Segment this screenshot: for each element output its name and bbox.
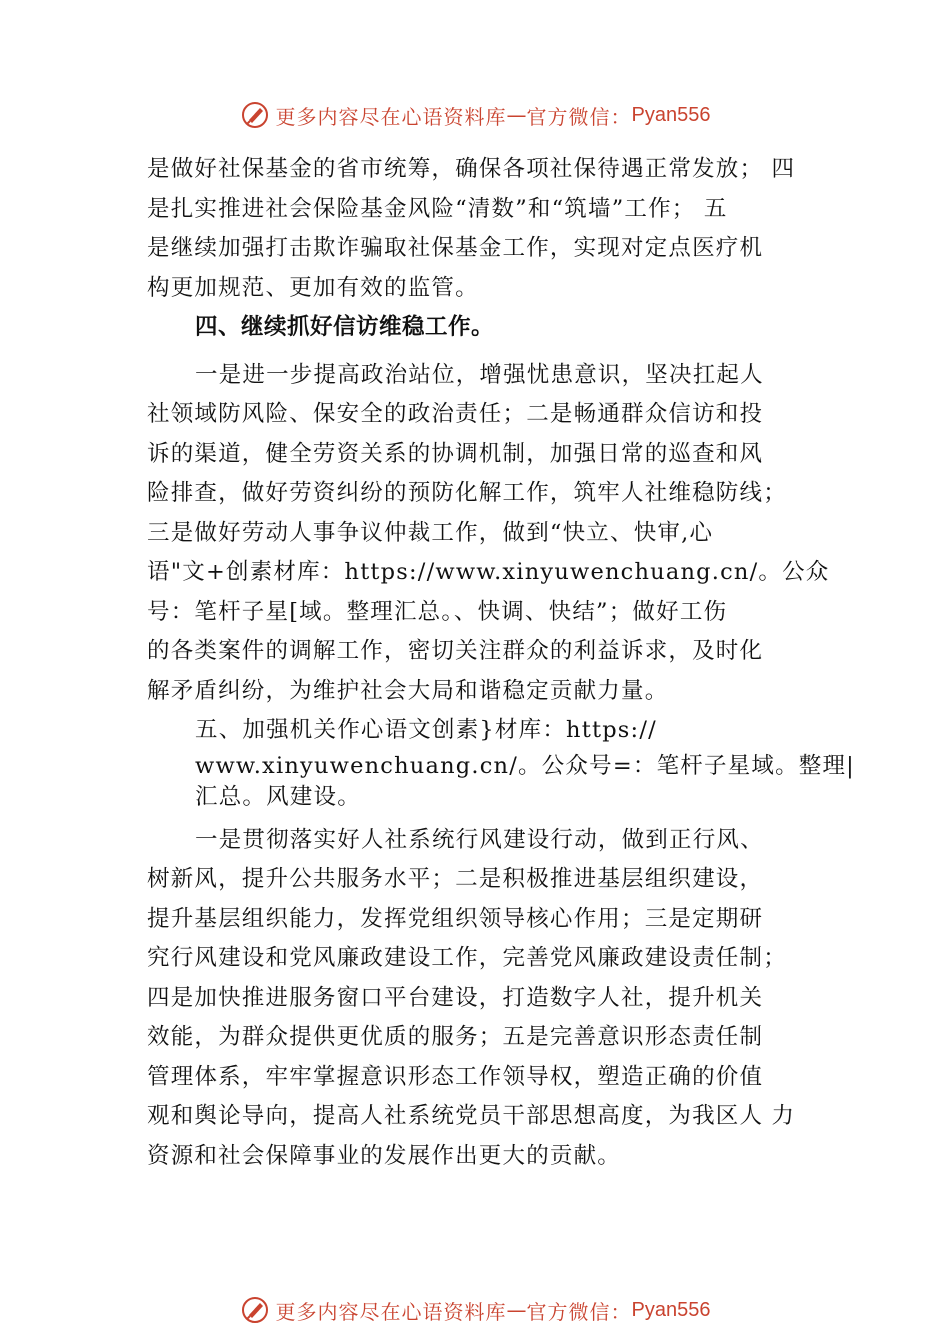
paragraph-line: 究行风建设和党风廉政建设工作，完善党风廉政建设责任制；	[147, 945, 787, 971]
banner-wechat-label: 官方微信：	[526, 1299, 632, 1324]
paragraph-line: 树新风，提升公共服务水平；二是积极推进基层组织建设，	[147, 866, 764, 892]
paragraph-line: 四是加快推进服务窗口平台建设，打造数字人社，提升机关	[147, 984, 764, 1011]
paragraph-line: 解矛盾纠纷，为维护社会大局和谐稳定贡献力量。	[147, 677, 669, 704]
banner-separator: —	[506, 1298, 527, 1322]
footer-watermark-banner	[0, 1290, 950, 1330]
paragraph-line: 效能，为群众提供更优质的服务；五是完善意识形态责任制	[147, 1024, 764, 1050]
paragraph-line: 资源和社会保障事业的发展作出更大的贡献。	[147, 1142, 622, 1169]
brand-logo-icon	[240, 1295, 270, 1325]
paragraph-line: 提升基层组织能力，发挥党组织领导核心作用；三是定期研	[147, 905, 764, 932]
paragraph-line: 观和舆论导向，提高人社系统党员干部思想高度，为我区人 力	[147, 1103, 796, 1129]
paragraph-line: 三是做好劳动人事争议仲裁工作，做到“快立、快审,心	[147, 519, 714, 546]
paragraph-line: 构更加规范、更加有效的监管。	[147, 274, 479, 301]
paragraph-line: 社领域防风险、保安全的政治责任；二是畅通群众信访和投	[147, 401, 764, 427]
paragraph-line: 语"文+创素材库：https://www.xinyuwenchuang.cn/。公众	[147, 559, 830, 585]
paragraph-line: 的各类案件的调解工作，密切关注群众的利益诉求，及时化	[147, 638, 764, 664]
banner-text: 更多内容尽在心语资料库	[275, 1299, 507, 1324]
paragraph-line: 是继续加强打击欺诈骗取社保基金工作，实现对定点医疗机	[147, 235, 764, 261]
banner-text: 更多内容尽在心语资料库	[275, 104, 507, 129]
paragraph-line: 一是贯彻落实好人社系统行风建设行动，做到正行风、	[195, 826, 764, 853]
paragraph-line: 汇总。风建设。	[195, 783, 361, 810]
banner-wechat-id: Pyan556	[631, 1298, 711, 1321]
header-watermark-banner	[0, 95, 950, 135]
banner-wechat-id: Pyan556	[631, 103, 711, 126]
brand-logo-icon	[240, 100, 270, 130]
document-body	[147, 150, 855, 1176]
paragraph-line: www.xinyuwenchuang.cn/。公众号=：笔杆子星域。整理|	[195, 752, 855, 779]
section-heading: 四、继续抓好信访维稳工作。	[195, 314, 495, 340]
paragraph-line: 号：笔杆子星[域。整理汇总。、快调、快结”；做好工伤	[147, 598, 728, 625]
paragraph-line: 是扎实推进社会保险基金风险“清数”和“筑墙”工作； 五	[147, 195, 728, 222]
paragraph-line: 一是进一步提高政治站位，增强忧患意识，坚决扛起人	[195, 361, 764, 388]
banner-wechat-label: 官方微信：	[526, 104, 632, 129]
section-heading: 五、加强机关作心语文创素}材库：https://	[195, 717, 657, 743]
paragraph-line: 诉的渠道，健全劳资关系的协调机制，加强日常的巡查和风	[147, 440, 764, 467]
banner-separator: —	[506, 103, 527, 127]
paragraph-line: 是做好社保基金的省市统筹，确保各项社保待遇正常发放； 四	[147, 156, 796, 182]
paragraph-line: 险排查，做好劳资纠纷的预防化解工作，筑牢人社维稳防线；	[147, 480, 787, 506]
paragraph-line: 管理体系，牢牢掌握意识形态工作领导权，塑造正确的价值	[147, 1063, 764, 1090]
